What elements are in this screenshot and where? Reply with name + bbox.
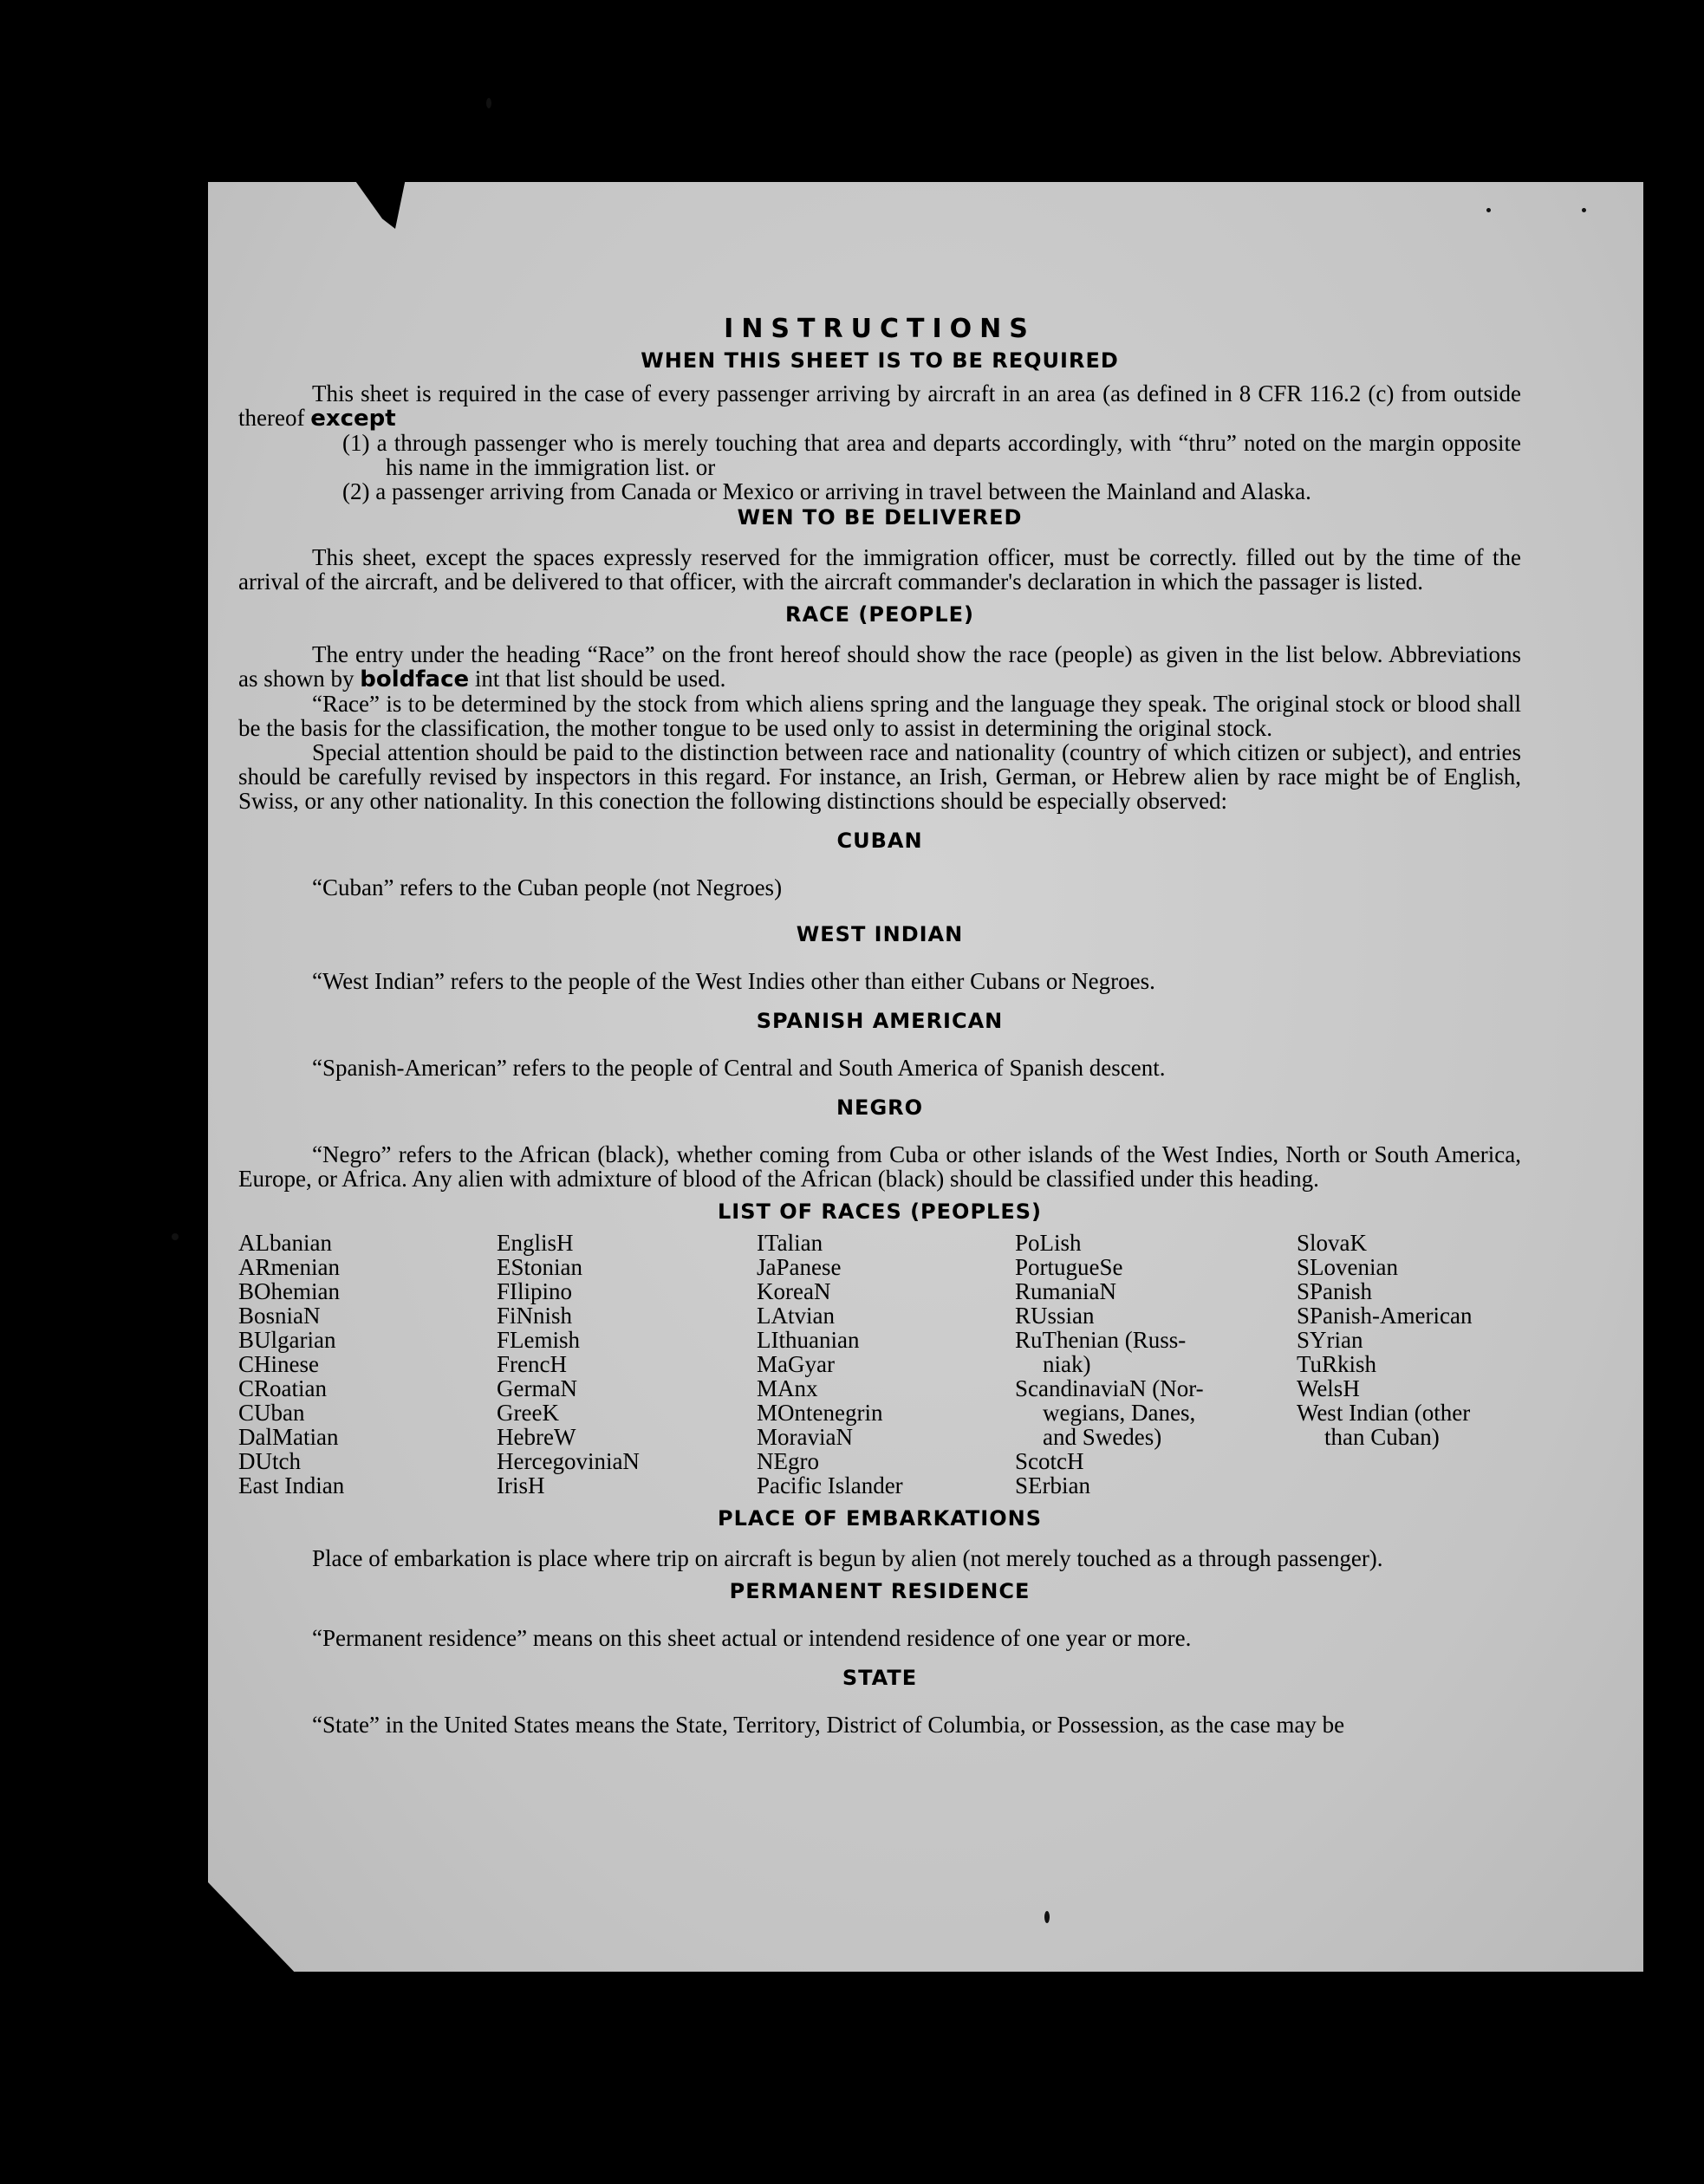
heading-state: STATE: [842, 1666, 918, 1690]
race-entry: DUtch: [238, 1448, 301, 1474]
race-entry: ALbanian: [238, 1230, 332, 1256]
race-entry: SLovenian: [1297, 1254, 1398, 1280]
race-entry: NEgro: [757, 1448, 819, 1474]
race-column-5: [1297, 1231, 1521, 1498]
race-entry: and Swedes): [1043, 1424, 1162, 1450]
heading-negro: NEGRO: [836, 1095, 924, 1120]
negro-text: “Negro” refers to the African (black), whether coming from Cuba or other islands of the West Indies, North or South America, Europe, or Africa. Any alien with admixture of blood of the African (black) should be classified under this heading.: [238, 1141, 1521, 1192]
race-entry: PortugueSe: [1015, 1254, 1123, 1280]
embarkation-text: Place of embarkation is place where trip on aircraft is begun by alien (not merely touched as a through passenger).: [312, 1545, 1383, 1571]
page-title: INSTRUCTIONS: [724, 314, 1036, 344]
heading-delivered: WEN TO BE DELIVERED: [737, 505, 1023, 530]
heading-list-of-races: LIST OF RACES (PEOPLES): [718, 1199, 1042, 1224]
race-entry: IrisH: [497, 1472, 545, 1498]
race-entry: CHinese: [238, 1351, 319, 1377]
race-entry: ITalian: [757, 1230, 823, 1256]
race-list: [238, 1231, 1521, 1498]
race-entry: FiNnish: [497, 1303, 573, 1329]
heading-residence: PERMANENT RESIDENCE: [729, 1579, 1031, 1603]
heading-spanish-american: SPANISH AMERICAN: [756, 1009, 1004, 1033]
race-entry: ARmenian: [238, 1254, 340, 1280]
spanish-american-text: “Spanish-American” refers to the people of Central and South America of Spanish descent.: [312, 1055, 1166, 1081]
race-entry: SYrian: [1297, 1327, 1363, 1353]
race-entry: MoraviaN: [757, 1424, 853, 1450]
race-entry: EnglisH: [497, 1230, 574, 1256]
race-entry: RuThenian (Russ-: [1015, 1327, 1187, 1353]
state-text: “State” in the United States means the State, Territory, District of Columbia, or Possession, as the case may be: [312, 1712, 1345, 1738]
race-entry: SPanish: [1297, 1278, 1373, 1304]
heading-cuban: CUBAN: [836, 829, 923, 853]
heading-embarkation: PLACE OF EMBARKATIONS: [718, 1506, 1042, 1531]
heading-west-indian: WEST INDIAN: [796, 922, 964, 946]
speck: [1486, 208, 1491, 212]
race-entry: BUlgarian: [238, 1327, 336, 1353]
race-column-4: [1015, 1231, 1297, 1498]
required-intro: This sheet is required in the case of every passenger arriving by aircraft in an area (as defined in 8 CFR 116.2 (c) from outside thereof except: [238, 380, 1521, 432]
race-paragraph-3: Special attention should be paid to the distinction between race and nationality (country of which citizen or subject), and entries should be carefully revised by inspectors in this regard. For instance, an Irish, German, or Hebrew alien by race might be of English, Swiss, or any other nationality. In this conection the following distinctions should be especially observed:: [238, 739, 1521, 814]
race-entry: ScandinaviaN (Nor-: [1015, 1375, 1204, 1401]
race-entry: niak): [1043, 1351, 1091, 1377]
document-content: [238, 312, 1521, 1737]
heading-required: WHEN THIS SHEET IS TO BE REQUIRED: [641, 348, 1119, 373]
race-entry: FIlipino: [497, 1278, 573, 1304]
race-entry: RumaniaN: [1015, 1278, 1116, 1304]
race-column-2: [497, 1231, 757, 1498]
race-entry: SErbian: [1015, 1472, 1090, 1498]
race-column-3: [757, 1231, 1015, 1498]
race-entry: SlovaK: [1297, 1230, 1367, 1256]
race-entry: CRoatian: [238, 1375, 327, 1401]
race-paragraph-1: The entry under the heading “Race” on the front hereof should show the race (people) as given in the list below. Abbreviations as shown by boldface int that list should be used.: [238, 641, 1521, 692]
race-entry: KoreaN: [757, 1278, 831, 1304]
race-entry: GreeK: [497, 1400, 559, 1426]
race-entry: East Indian: [238, 1472, 345, 1498]
race-entry: than Cuban): [1324, 1424, 1440, 1450]
race-entry: HercegoviniaN: [497, 1448, 640, 1474]
race-paragraph-2: “Race” is to be determined by the stock from which aliens spring and the language they speak. The original stock or blood shall be the basis for the classification, the mother tongue to be used only to assist in determining the original stock.: [238, 691, 1521, 741]
race-entry: MAnx: [757, 1375, 818, 1401]
race-entry: HebreW: [497, 1424, 576, 1450]
heading-race: RACE (PEOPLE): [784, 602, 975, 627]
race-entry: BosniaN: [238, 1303, 321, 1329]
race-entry: SPanish-American: [1297, 1303, 1473, 1329]
race-entry: DalMatian: [238, 1424, 339, 1450]
race-entry: wegians, Danes,: [1043, 1400, 1196, 1426]
race-entry: WelsH: [1297, 1375, 1360, 1401]
speck: [1044, 1911, 1050, 1923]
race-entry: GermaN: [497, 1375, 577, 1401]
west-indian-text: “West Indian” refers to the people of the West Indies other than either Cubans or Negroes.: [312, 968, 1155, 994]
race-entry: RUssian: [1015, 1303, 1095, 1329]
delivered-text: This sheet, except the spaces expressly reserved for the immigration officer, must be correctly. filled out by the time of the arrival of the aircraft, and be delivered to that officer, with the aircraft commander's declaration in which the passager is listed.: [238, 544, 1521, 595]
race-entry: MaGyar: [757, 1351, 835, 1377]
race-entry: Pacific Islander: [757, 1472, 903, 1498]
race-entry: JaPanese: [757, 1254, 842, 1280]
speck: [1582, 208, 1586, 212]
race-entry: TuRkish: [1297, 1351, 1377, 1377]
race-entry: LAtvian: [757, 1303, 835, 1329]
race-entry: PoLish: [1015, 1230, 1082, 1256]
required-item-2: (2) a passenger arriving from Canada or Mexico or arriving in travel between the Mainland and Alaska.: [342, 478, 1311, 504]
race-entry: EStonian: [497, 1254, 582, 1280]
race-entry: MOntenegrin: [757, 1400, 883, 1426]
race-column-1: [238, 1231, 497, 1498]
race-entry: FLemish: [497, 1327, 581, 1353]
race-entry: ScotcH: [1015, 1448, 1084, 1474]
race-entry: CUban: [238, 1400, 305, 1426]
required-item-1: (1) a through passenger who is merely touching that area and departs accordingly, with “thru” noted on the margin opposite his name in the immigration list. or: [342, 430, 1521, 480]
race-entry: FrencH: [497, 1351, 567, 1377]
speck: [172, 1233, 179, 1240]
residence-text: “Permanent residence” means on this sheet actual or intendend residence of one year or more.: [312, 1625, 1192, 1651]
race-entry: LIthuanian: [757, 1327, 860, 1353]
race-entry: West Indian (other: [1297, 1400, 1471, 1426]
race-entry: BOhemian: [238, 1278, 340, 1304]
cuban-text: “Cuban” refers to the Cuban people (not Negroes): [312, 874, 783, 900]
speck: [486, 98, 491, 108]
